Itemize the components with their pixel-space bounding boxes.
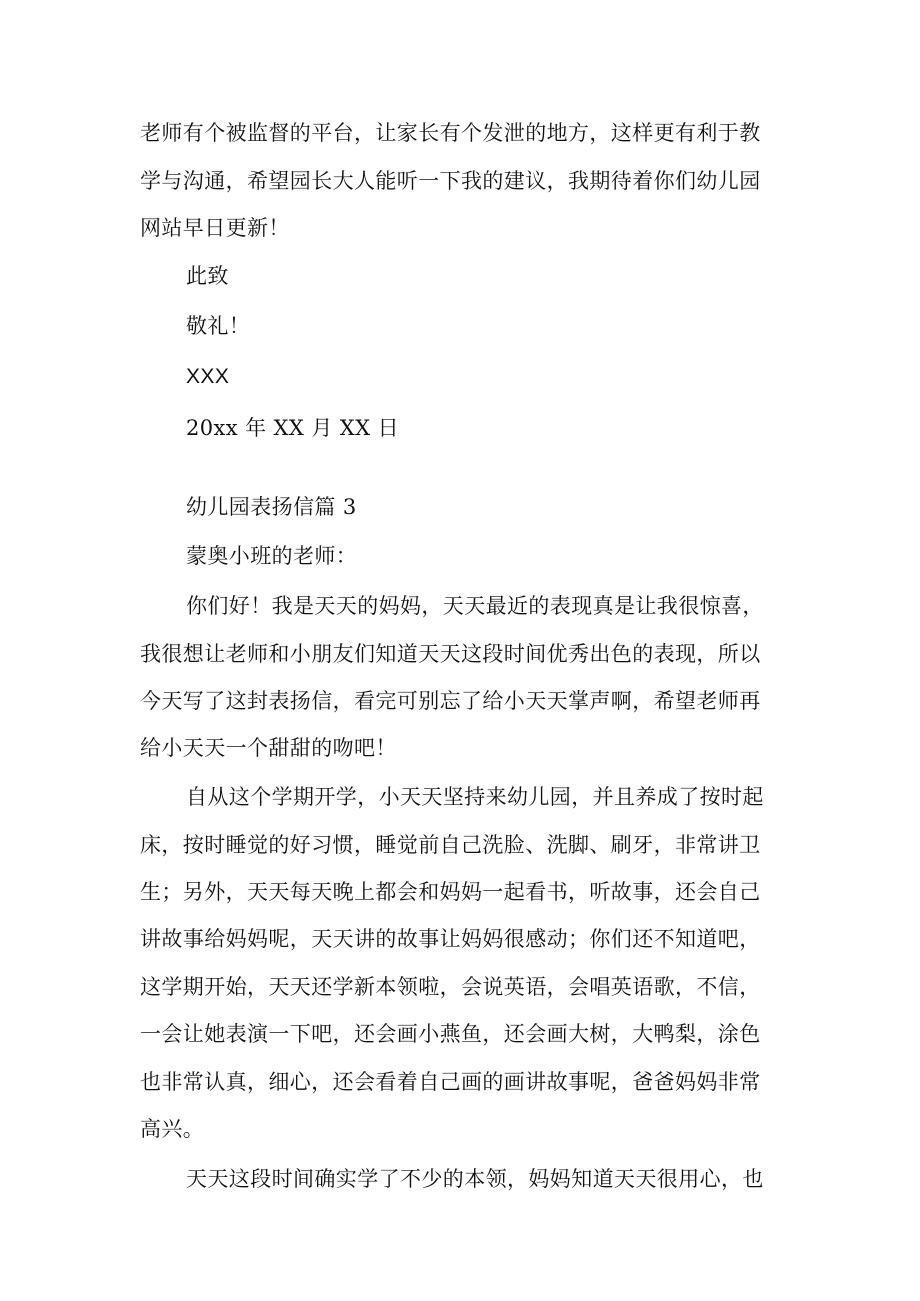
paragraph-line: 一会让她表演一下吧，还会画小燕鱼，还会画大树，大鸭梨，涂色	[140, 1022, 761, 1046]
paragraph-line: 也非常认真，细心，还会看着自己画的画讲故事呢，爸爸妈妈非常	[140, 1070, 761, 1094]
paragraph-line: 讲故事给妈妈呢，天天讲的故事让妈妈很感动；你们还不知道吧，	[140, 927, 761, 951]
closing-line: 敬礼！	[186, 314, 251, 338]
paragraph-line: 今天写了这封表扬信，看完可别忘了给小天天掌声啊，希望老师再	[140, 689, 761, 713]
paragraph-line: 我很想让老师和小朋友们知道天天这段时间优秀出色的表现，所以	[140, 642, 761, 666]
paragraph-line: 你们好！我是天天的妈妈，天天最近的表现真是让我很惊喜，	[186, 594, 764, 618]
paragraph-line: 高兴。	[140, 1117, 205, 1141]
section-title: 幼儿园表扬信篇 3	[186, 495, 357, 519]
salutation: 蒙奥小班的老师：	[186, 544, 358, 568]
paragraph-line: 老师有个被监督的平台，让家长有个发泄的地方，这样更有利于教	[140, 121, 761, 145]
paragraph-line: 生；另外，天天每天晚上都会和妈妈一起看书，听故事，还会自己	[140, 880, 761, 904]
date-line: 20xx 年 XX 月 XX 日	[186, 416, 399, 440]
closing-line: 此致	[186, 264, 229, 288]
paragraph-line: 天天这段时间确实学了不少的本领，妈妈知道天天很用心，也	[186, 1167, 764, 1191]
paragraph-line: 网站早日更新！	[140, 216, 290, 240]
signature: XXX	[186, 365, 230, 388]
paragraph-line: 自从这个学期开学，小天天坚持来幼儿园，并且养成了按时起	[186, 785, 764, 809]
paragraph-line: 这学期开始，天天还学新本领啦，会说英语，会唱英语歌，不信，	[140, 975, 761, 999]
paragraph-line: 床，按时睡觉的好习惯，睡觉前自己洗脸、洗脚、刷牙，非常讲卫	[140, 833, 761, 857]
paragraph-line: 给小天天一个甜甜的吻吧！	[140, 736, 397, 760]
paragraph-line: 学与沟通，希望园长大人能听一下我的建议，我期待着你们幼儿园	[140, 169, 761, 193]
